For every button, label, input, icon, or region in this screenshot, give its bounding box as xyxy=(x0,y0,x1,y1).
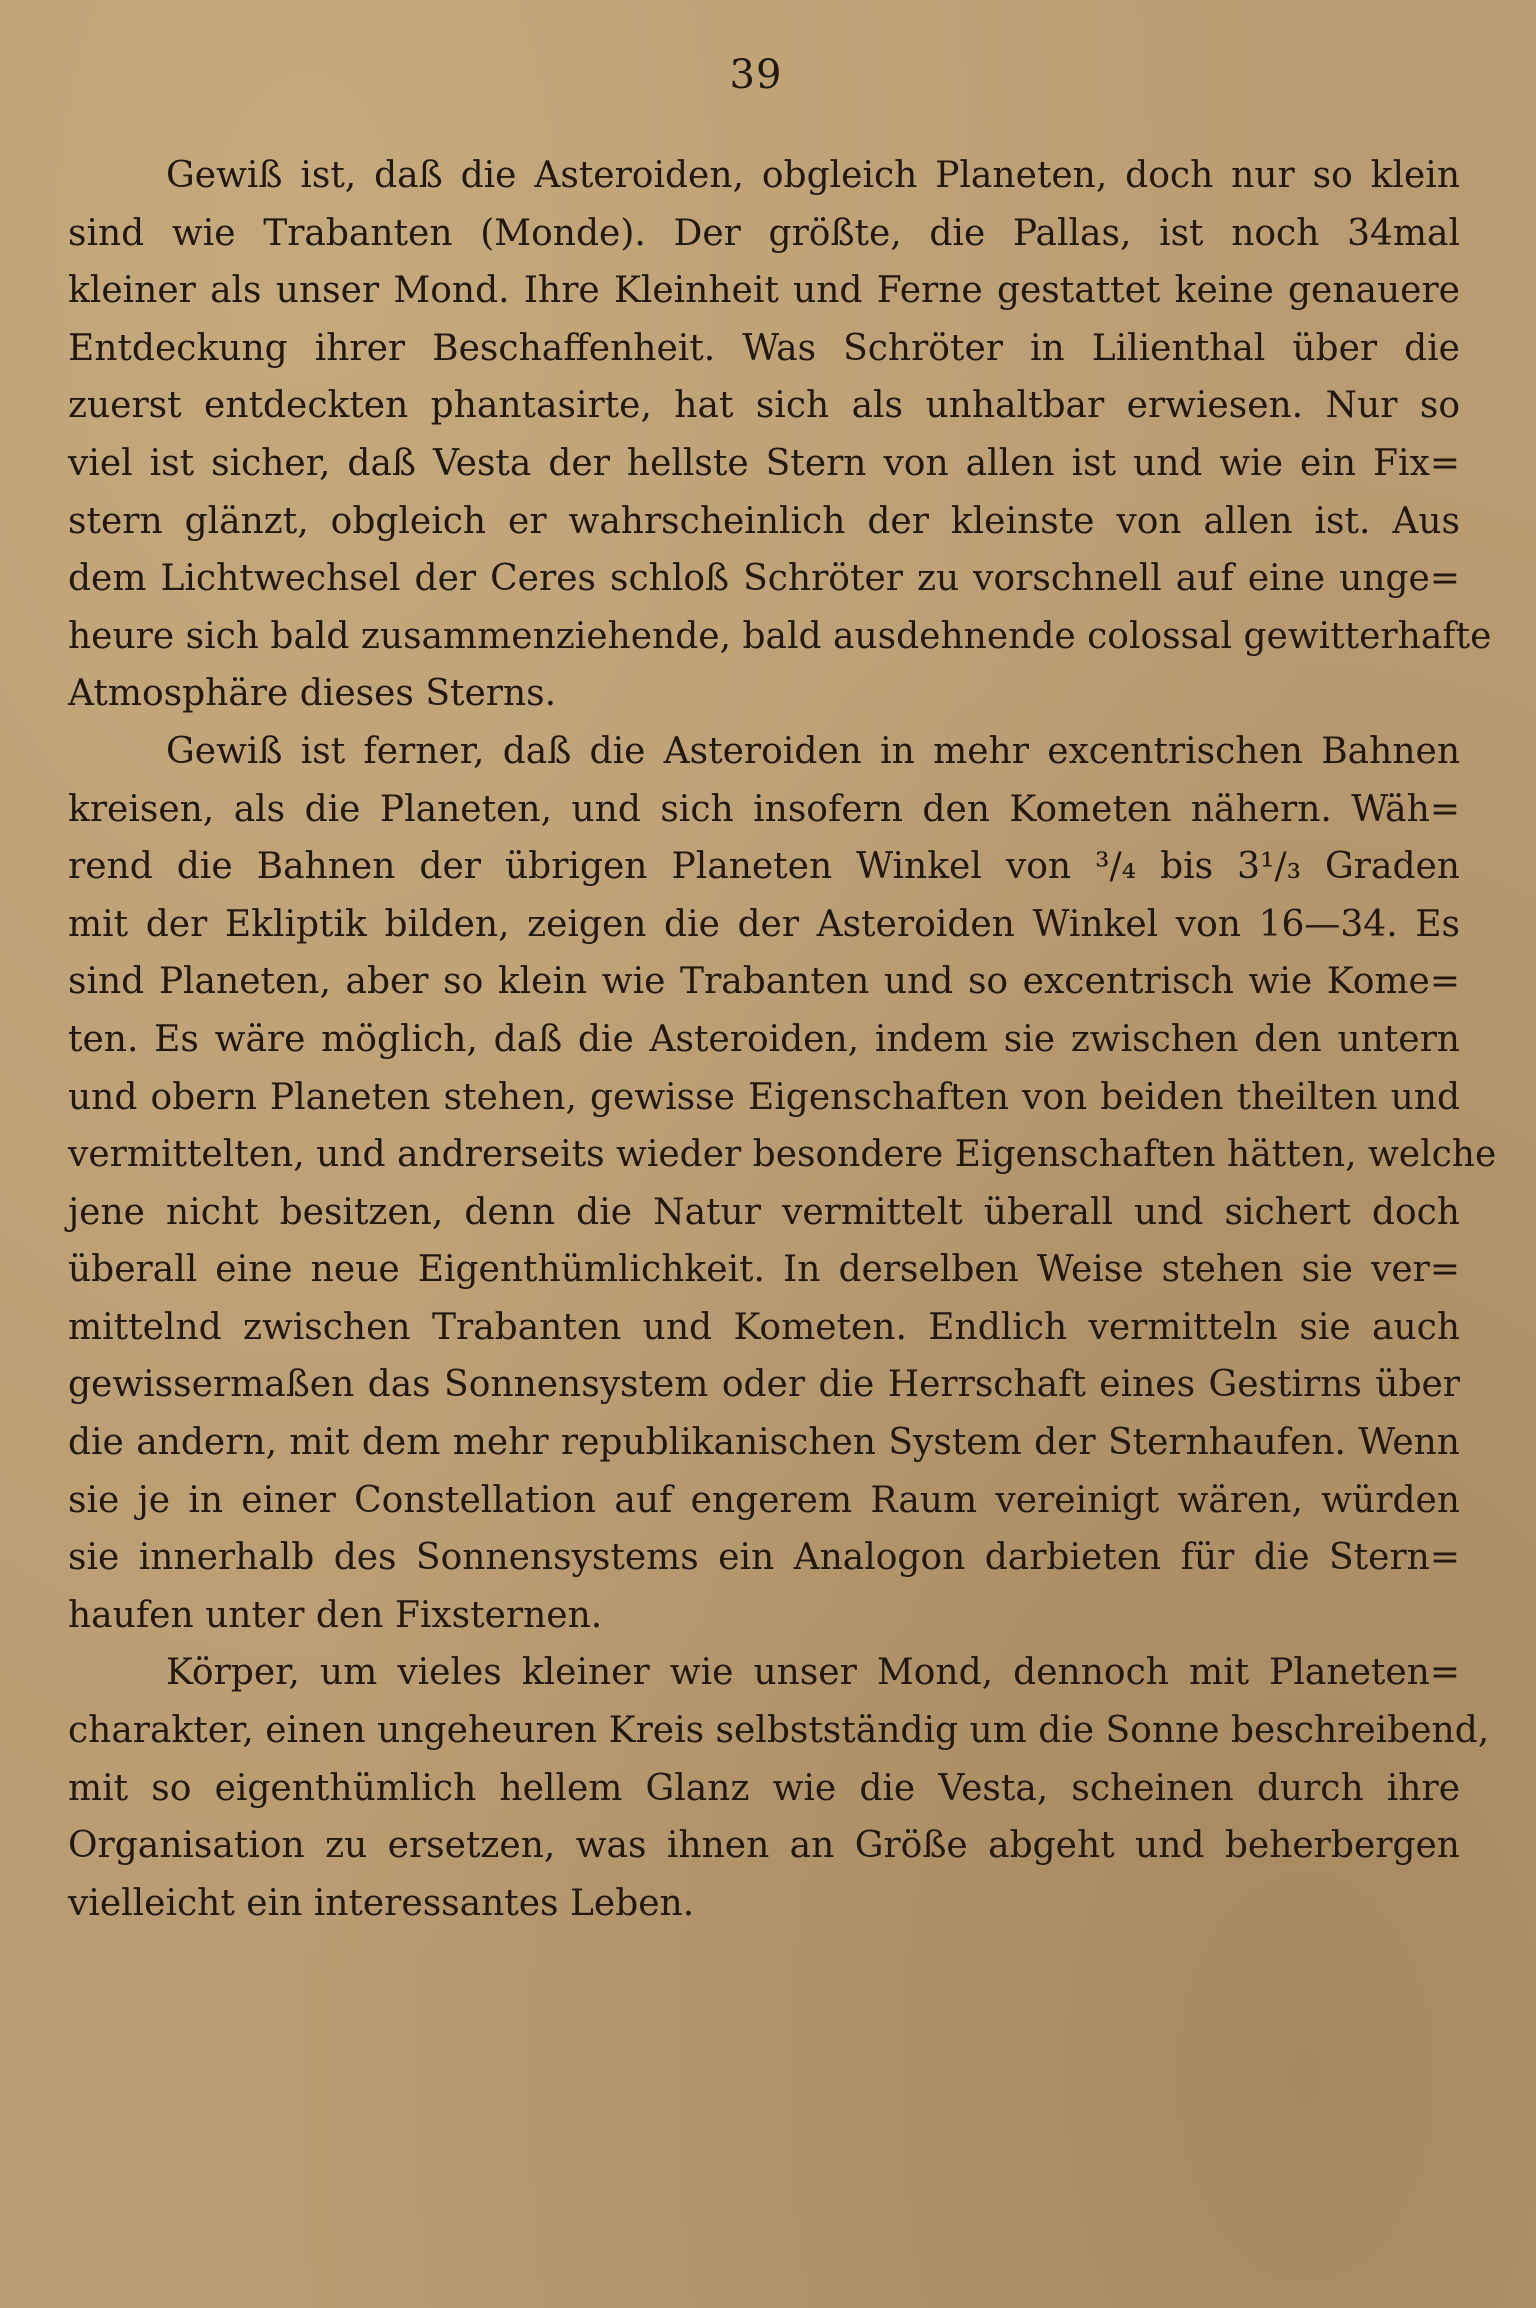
text-line: kleiner als unser Mond. Ihre Kleinheit und Ferne gestattet keine genauere xyxy=(68,270,1460,312)
text-line: zuerst entdeckten phantasirte, hat sich als unhaltbar erwiesen. Nur so xyxy=(68,385,1460,427)
page-number: 39 xyxy=(729,52,783,98)
text-line: und obern Planeten stehen, gewisse Eigenschaften von beiden theilten und xyxy=(68,1076,1460,1118)
text-line: heure sich bald zusammenziehende, bald ausdehnende colossal gewitterhafte xyxy=(68,615,1492,657)
text-line: Entdeckung ihrer Beschaffenheit. Was Schröter in Lilienthal über die xyxy=(68,327,1460,369)
text-line: mit der Ekliptik bilden, zeigen die der Asteroiden Winkel von 16—34. Es xyxy=(68,903,1460,945)
text-line: gewissermaßen das Sonnensystem oder die Herrschaft eines Gestirns über xyxy=(68,1364,1460,1406)
text-line: stern glänzt, obgleich er wahrscheinlich der kleinste von allen ist. Aus xyxy=(68,500,1460,542)
text-line: sind Planeten, aber so klein wie Trabanten und so excentrisch wie Kome= xyxy=(68,961,1460,1003)
text-line: haufen unter den Fixsternen. xyxy=(68,1594,603,1636)
text-line: charakter, einen ungeheuren Kreis selbstständig um die Sonne beschreibend, xyxy=(68,1710,1490,1752)
text-line: mittelnd zwischen Trabanten und Kometen. Endlich vermitteln sie auch xyxy=(68,1306,1460,1348)
text-line: sie innerhalb des Sonnensystems ein Analogon darbieten für die Stern= xyxy=(68,1537,1460,1579)
text-line: vermittelten, und andrerseits wieder besondere Eigenschaften hätten, welche xyxy=(68,1134,1497,1176)
text-line: jene nicht besitzen, denn die Natur vermittelt überall und sichert doch xyxy=(68,1191,1460,1233)
body-text xyxy=(68,147,1497,1932)
text-line: vielleicht ein interessantes Leben. xyxy=(68,1882,695,1924)
text-line: Atmosphäre dieses Sterns. xyxy=(68,673,557,715)
text-line: viel ist sicher, daß Vesta der hellste Stern von allen ist und wie ein Fix= xyxy=(68,442,1460,484)
text-line: überall eine neue Eigenthümlichkeit. In derselben Weise stehen sie ver= xyxy=(68,1249,1460,1291)
paragraph-1 xyxy=(68,147,1492,723)
text-line: rend die Bahnen der übrigen Planeten Winkel von ³/₄ bis 3¹/₃ Graden xyxy=(68,846,1460,888)
text-line: Organisation zu ersetzen, was ihnen an Größe abgeht und beherbergen xyxy=(68,1825,1460,1867)
text-line: sie je in einer Constellation auf engerem Raum vereinigt wären, würden xyxy=(68,1479,1460,1521)
text-line: ten. Es wäre möglich, daß die Asteroiden, indem sie zwischen den untern xyxy=(68,1018,1460,1060)
text-line: dem Lichtwechsel der Ceres schloß Schröter zu vorschnell auf eine unge= xyxy=(68,558,1460,600)
text-line: Gewiß ist, daß die Asteroiden, obgleich Planeten, doch nur so klein xyxy=(166,155,1460,196)
text-line: Gewiß ist ferner, daß die Asteroiden in mehr excentrischen Bahnen xyxy=(166,730,1460,772)
paragraph-3 xyxy=(68,1644,1490,1932)
text-line: die andern, mit dem mehr republikanischen System der Sternhaufen. Wenn xyxy=(68,1422,1460,1464)
text-line: sind wie Trabanten (Monde). Der größte, die Pallas, ist noch 34mal xyxy=(68,212,1460,254)
text-line: mit so eigenthümlich hellem Glanz wie die Vesta, scheinen durch ihre xyxy=(68,1767,1460,1809)
text-line: Körper, um vieles kleiner wie unser Mond, dennoch mit Planeten= xyxy=(166,1652,1460,1694)
text-line: kreisen, als die Planeten, und sich insofern den Kometen nähern. Wäh= xyxy=(68,788,1460,830)
paragraph-2 xyxy=(68,723,1497,1645)
